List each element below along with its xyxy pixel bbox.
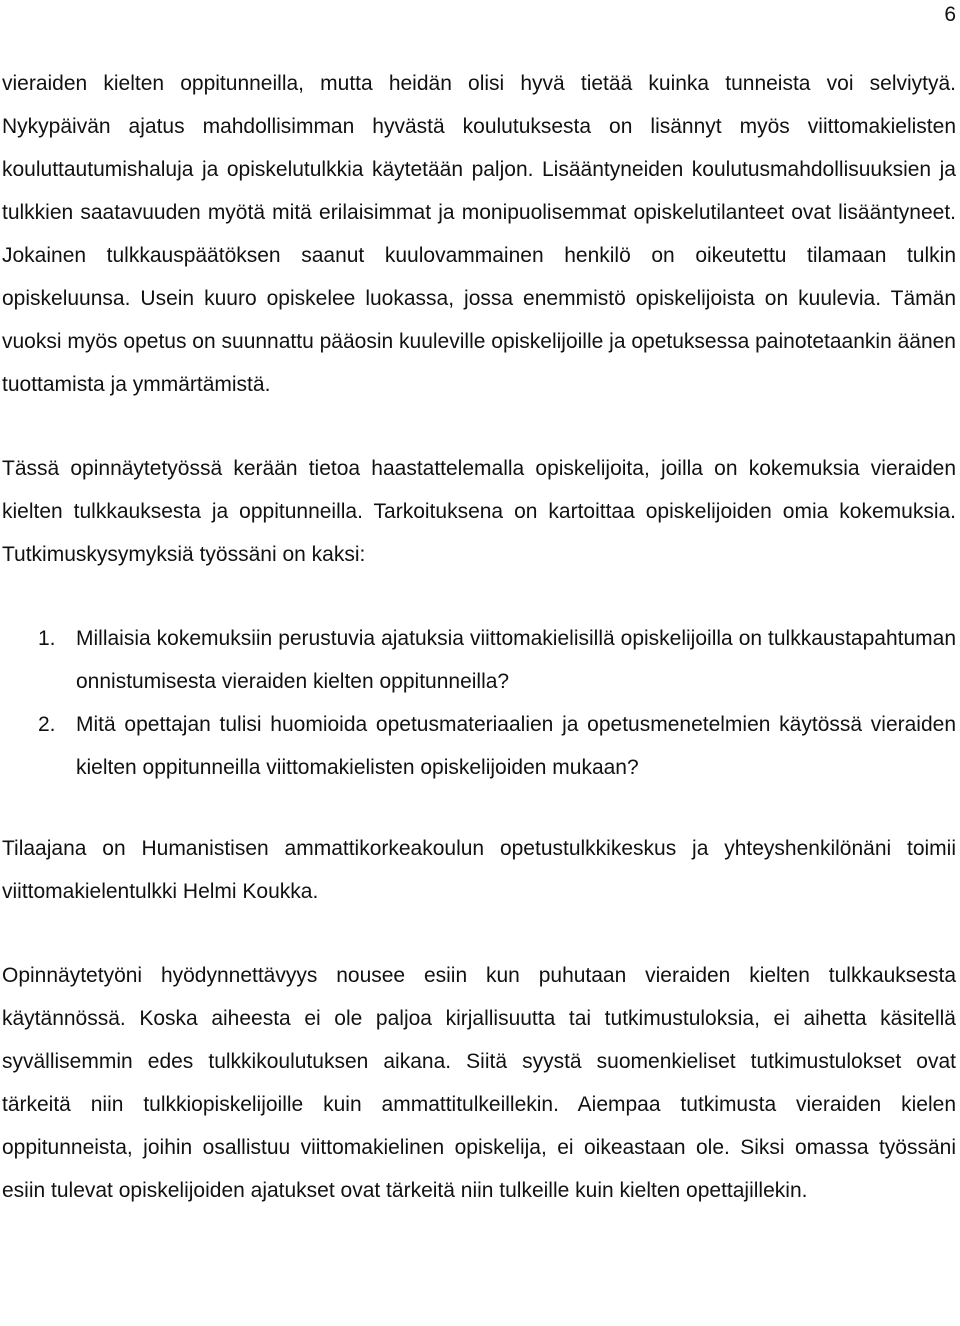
paragraph-intro: vieraiden kielten oppitunneilla, mutta heidän olisi hyvä tietää kuinka tunneista voi selviytyä. Nykypäivän ajatus mahdollisimman hyvästä koulutuksesta on lisännyt myös viittomakielisten kouluttautumishaluja ja opiskelutulkkia käytetään paljon. Lisääntyneiden koulutusmahdollisuuksien ja tulkkien saatavuuden myötä mitä erilaisimmat ja monipuolisemmat opiskelutilanteet ovat lisääntyneet. Jokainen tulkkauspäätöksen saanut kuulovammainen henkilö on oikeutettu tilamaan tulkin opiskeluunsa. Usein kuuro opiskelee luokassa, jossa enemmistö opiskelijoista on kuulevia. Tämän vuoksi myös opetus on suunnattu pääosin kuuleville opiskelijoille ja opetuksessa painotetaankin äänen tuottamista ja ymmärtämistä. [2,72,956,396]
question-number: 2. [38,713,56,736]
research-question-1 [2,617,956,703]
paragraph-utility: Opinnäytetyöni hyödynnettävyys nousee esiin kun puhutaan vieraiden kielten tulkkauksesta käytännössä. Koska aiheesta ei ole paljoa kirjallisuutta tai tutkimustuloksia, ei aihetta käsitellä syvällisemmin edes tulkkikoulutuksen aikana. Siitä syystä suomenkieliset tutkimustulokset ovat tärkeitä niin tulkkiopiskelijoille kuin ammattitulkeillekin. Aiempaa tutkimusta vieraiden kielen oppitunneista, joihin osallistuu viittomakielinen opiskelija, ei oikeastaan ole. Siksi omassa työssäni esiin tulevat opiskelijoiden ajatukset ovat tärkeitä niin tulkeille kuin kielten opettajillekin. [2,964,956,1202]
paragraph-client: Tilaajana on Humanistisen ammattikorkeakoulun opetustulkkikeskus ja yhteyshenkilönäni toimii viittomakielentulkki Helmi Koukka. [2,837,956,903]
question-text: Millaisia kokemuksiin perustuvia ajatuksia viittomakielisillä opiskelijoilla on tulkkaustapahtuman onnistumisesta vieraiden kielten oppitunneilla? [76,627,956,693]
paragraph-gap [2,406,956,447]
page-number: 6 [944,3,956,26]
paragraph-gap [2,576,956,617]
research-questions-list [2,617,956,789]
paragraph-gap [2,789,956,827]
question-number: 1. [38,627,56,650]
paragraph-gap [2,913,956,954]
research-question-2 [2,703,956,789]
document-body [2,62,956,1212]
paragraph-research-aim: Tässä opinnäytetyössä kerään tietoa haastattelemalla opiskelijoita, joilla on kokemuksia vieraiden kielten tulkkauksesta ja oppitunneilla. Tarkoituksena on kartoittaa opiskelijoiden omia kokemuksia. Tutkimuskysymyksiä työssäni on kaksi: [2,457,956,566]
question-text: Mitä opettajan tulisi huomioida opetusmateriaalien ja opetusmenetelmien käytössä vieraiden kielten oppitunneilla viittomakielisten opiskelijoiden mukaan? [76,713,956,779]
